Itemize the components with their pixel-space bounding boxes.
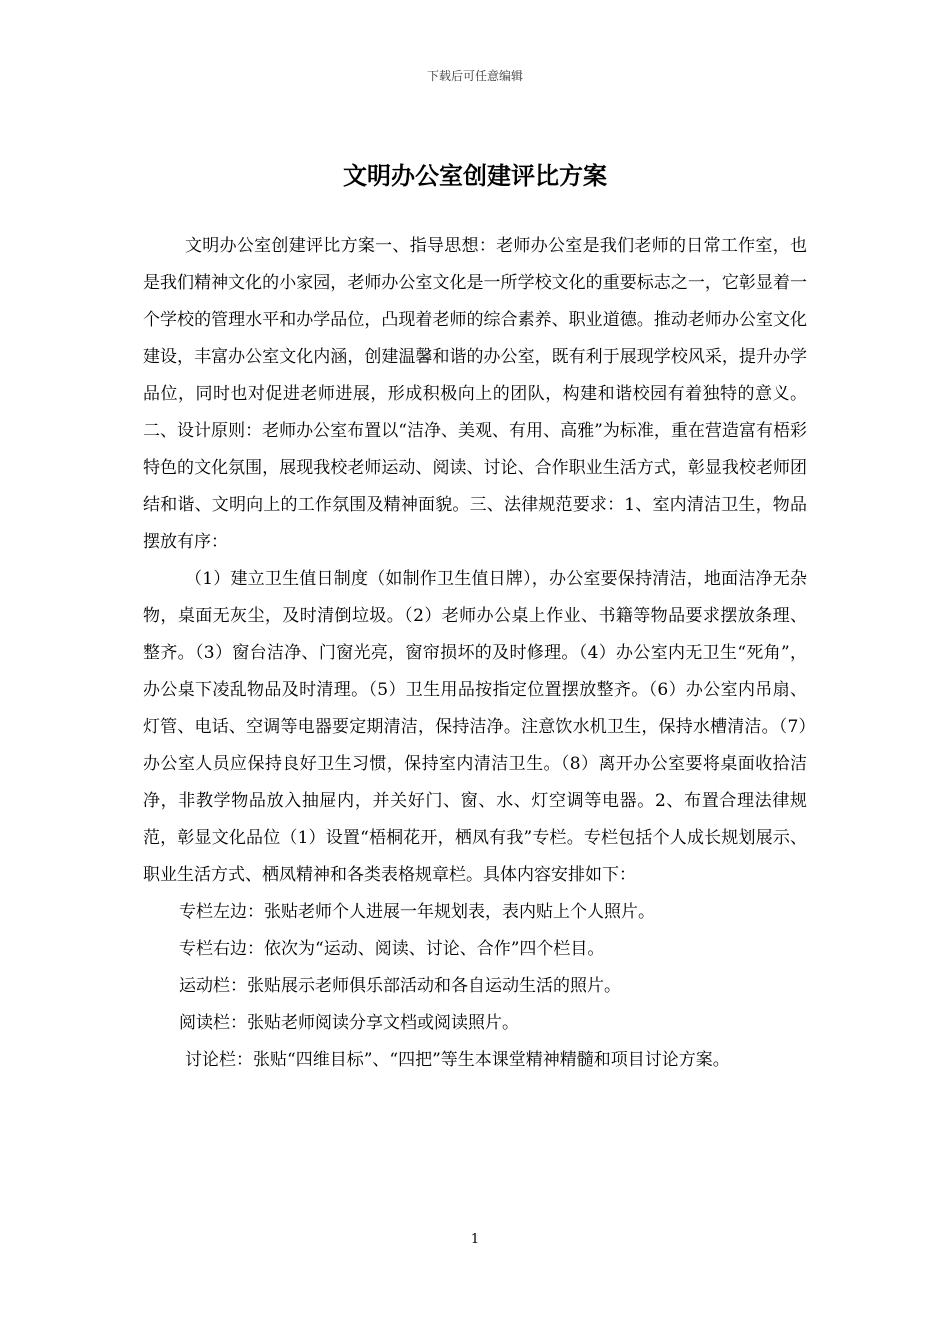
paragraph-reading-column: 阅读栏：张贴老师阅读分享文档或阅读照片。: [179, 1013, 519, 1033]
paragraph-column-right: 专栏右边：依次为“运动、阅读、讨论、合作”四个栏目。: [179, 939, 605, 959]
paragraph-guiding-principles: 文明办公室创建评比方案一、指导思想：老师办公室是我们老师的日常工作室，也是我们精神文化的小家园，老师办公室文化是一所学校文化的重要标志之一，它彰显着一个学校的管理水平和办学品位，凸现着老师的综合素养、职业道德。推动老师办公室文化建设，丰富办公室文化内涵，创建温馨和谐的办公室，既有利于展现学校风采，提升办学品位，同时也对促进老师进展，形成积极向上的团队，构建和谐校园有着独特的意义。二、设计原则：老师办公室布置以“洁净、美观、有用、高雅”为标准，重在营造富有梧彩特色的文化氛围，展现我校老师运动、阅读、讨论、合作职业生活方式，彰显我校老师团结和谐、文明向上的工作氛围及精神面貌。三、法律规范要求：1、室内清洁卫生，物品摆放有序：: [143, 236, 807, 552]
document-body: [143, 228, 807, 1079]
paragraph-hygiene-rules: （1）建立卫生值日制度（如制作卫生值日牌），办公室要保持清洁，地面洁净无杂物，桌面无灰尘，及时清倒垃圾。（2）老师办公桌上作业、书籍等物品要求摆放条理、整齐。（3）窗台洁净、门窗光亮，窗帘损坏的及时修理。（4）办公室内无卫生“死角”，办公桌下凌乱物品及时清理。（5）卫生用品按指定位置摆放整齐。（6）办公室内吊扇、灯管、电话、空调等电器要定期清洁，保持洁净。注意饮水机卫生，保持水槽清洁。（7）办公室人员应保持良好卫生习惯，保持室内清洁卫生。（8）离开办公室要将桌面收拾洁净，非教学物品放入抽屉内，并关好门、窗、水、灯空调等电器。2、布置合理法律规范，彰显文化品位（1）设置“梧桐花开，栖凤有我”专栏。专栏包括个人成长规划展示、职业生活方式、栖凤精神和各类表格规章栏。具体内容安排如下：: [143, 569, 807, 885]
page-number: 1: [470, 1232, 480, 1247]
paragraph-column-left: 专栏左边：张贴老师个人进展一年规划表，表内贴上个人照片。: [179, 902, 655, 922]
document-title: 文明办公室创建评比方案: [343, 162, 607, 190]
paragraph-discussion-column: 讨论栏：张贴“四维目标”、“四把”等生本课堂精神精髓和项目讨论方案。: [185, 1050, 730, 1070]
header-note: 下载后可任意编辑: [426, 69, 523, 83]
paragraph-sports-column: 运动栏：张贴展示老师俱乐部活动和各自运动生活的照片。: [179, 976, 621, 996]
